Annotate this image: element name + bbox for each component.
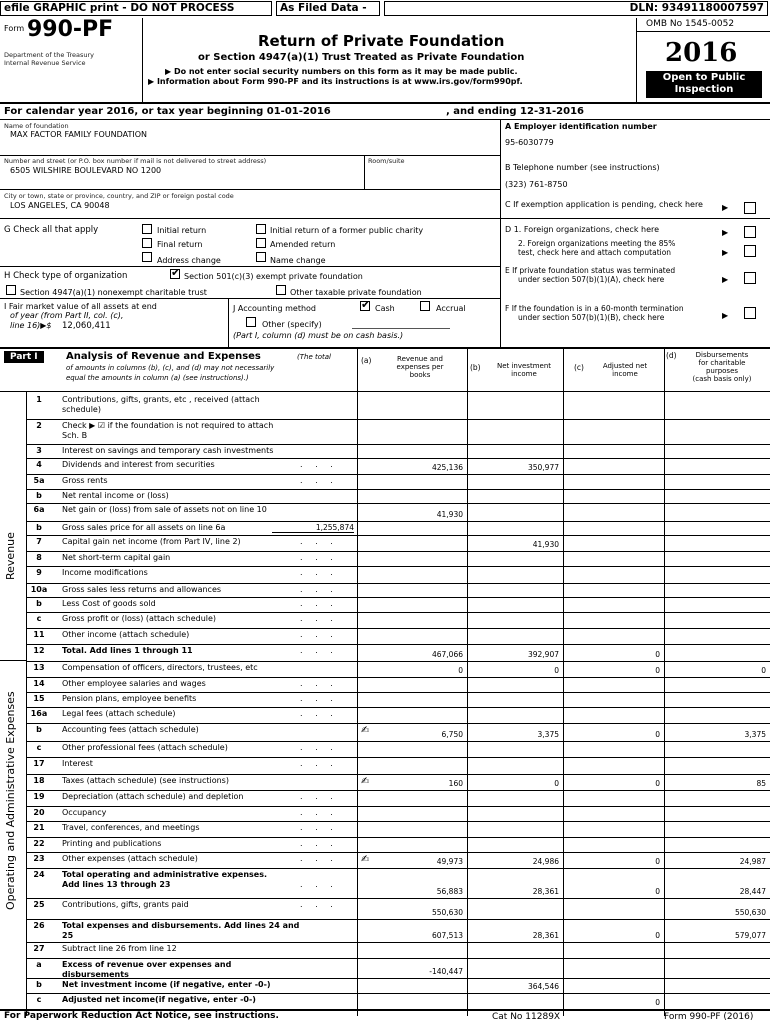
leader-dots: . . . xyxy=(300,694,338,703)
omb-number: OMB No 1545-0052 xyxy=(646,19,735,29)
revenue-side-label: Revenue xyxy=(4,532,17,580)
form-prefix: Form xyxy=(4,24,25,33)
name-label: Name of foundation xyxy=(4,122,69,130)
leader-dots: . . . xyxy=(300,614,338,623)
row-label-continued: 25 xyxy=(62,931,74,940)
city-state-zip: LOS ANGELES, CA 90048 xyxy=(10,201,110,210)
row-value-col-d: 85 xyxy=(756,779,766,788)
row-value-col-a: 0 xyxy=(458,666,463,675)
street-address: 6505 WILSHIRE BOULEVARD NO 1200 xyxy=(10,166,162,175)
leader-dots: . . . xyxy=(300,679,338,688)
part-one-title-note: (The total xyxy=(297,353,331,361)
fmv-label-2: of year (from Part II, col. (c), xyxy=(10,311,124,320)
terminated-label-1: E If private foundation status was terminated xyxy=(505,266,676,275)
row-value-col-c: 0 xyxy=(655,931,660,940)
row-number: 21 xyxy=(33,823,45,832)
row-number: b xyxy=(36,980,42,989)
leader-dots: . . . xyxy=(300,808,338,817)
row-label-continued: schedule) xyxy=(62,405,101,414)
row-label: Total operating and administrative expenses. xyxy=(62,870,267,879)
row-number: 3 xyxy=(36,446,42,455)
cash-basis-note: (Part I, column (d) must be on cash basis.) xyxy=(233,331,404,340)
calendar-year-begin: For calendar year 2016, or tax year beginning 01-01-2016 xyxy=(4,106,331,117)
foreign-85-label-1: 2. Foreign organizations meeting the 85% xyxy=(518,239,676,248)
form-title: Return of Private Foundation xyxy=(258,32,505,50)
row-number: 24 xyxy=(33,870,45,879)
row-number: b xyxy=(36,725,42,734)
fmv-label-3: line 16)▶$ xyxy=(10,321,52,330)
arrow-icon: ▶ xyxy=(722,248,729,257)
col-b-tag: (b) xyxy=(470,363,481,372)
row-value-col-a: -140,447 xyxy=(429,967,463,976)
row-value-col-d: 579,077 xyxy=(734,931,766,940)
row-label: Capital gain net income (from Part IV, line 2) xyxy=(62,537,241,546)
filed-data-banner: As Filed Data - xyxy=(276,1,380,16)
leader-dots: . . . xyxy=(300,585,338,594)
row-value-col-c: 0 xyxy=(655,857,660,866)
section-501c3-label: Section 501(c)(3) exempt private foundation xyxy=(184,272,363,281)
col-a-header-line: books xyxy=(409,371,431,379)
row-number: 17 xyxy=(33,759,45,768)
inspection-label: Inspection xyxy=(674,84,734,95)
address-change-label: Address change xyxy=(157,256,221,265)
dept-irs: Internal Revenue Service xyxy=(4,59,86,67)
section-4947-label: Section 4947(a)(1) nonexempt charitable trust xyxy=(20,288,207,297)
col-d-header xyxy=(676,351,768,383)
foreign-85-label-2: test, check here and attach computation xyxy=(518,248,672,257)
row-number: 18 xyxy=(33,776,45,785)
street-label: Number and street (or P.O. box number if mail is not delivered to street address) xyxy=(4,157,267,165)
row-value-col-b: 3,375 xyxy=(537,730,559,739)
leader-dots: . . . xyxy=(300,839,338,848)
row-value-col-d: 3,375 xyxy=(744,730,766,739)
row-label-continued: disbursements xyxy=(62,970,129,979)
name-change-checkbox[interactable] xyxy=(256,252,266,262)
row-label: Excess of revenue over expenses and xyxy=(62,960,232,969)
row-value-col-a: 607,513 xyxy=(431,931,463,940)
ssn-warning: ▶ Do not enter social security numbers on this form as it may be made public. xyxy=(165,67,518,76)
col-c-header-line: income xyxy=(612,370,638,378)
row-number: 15 xyxy=(33,694,45,703)
row-label: Legal fees (attach schedule) xyxy=(62,709,176,718)
row-label: Contributions, gifts, grants paid xyxy=(62,900,189,909)
row-number: 14 xyxy=(33,679,45,688)
row-number: 23 xyxy=(33,854,45,863)
row-number: 1 xyxy=(36,395,42,404)
sixty-month-checkbox[interactable] xyxy=(744,307,756,319)
sixty-month-label-1: F If the foundation is in a 60-month termination xyxy=(505,304,684,313)
part-one-label: Part I xyxy=(4,351,44,363)
leader-dots: . . . xyxy=(300,759,338,768)
row-label: Contributions, gifts, grants, etc , received (attach xyxy=(62,395,260,404)
initial-former-label: Initial return of a former public charity xyxy=(270,226,424,235)
row-value-col-c: 0 xyxy=(655,650,660,659)
room-label: Room/suite xyxy=(368,157,405,165)
arrow-icon: ▶ xyxy=(722,275,729,284)
row-label: Total. Add lines 1 through 11 xyxy=(62,646,193,655)
col-d-header-line: purposes xyxy=(705,367,739,375)
other-taxable-checkbox[interactable] xyxy=(276,285,286,295)
top-strip xyxy=(0,0,770,17)
row-value-col-b: 392,907 xyxy=(527,650,559,659)
efile-banner: efile GRAPHIC print - DO NOT PROCESS xyxy=(0,1,272,16)
open-public-label: Open to Public xyxy=(662,72,746,83)
final-return-label: Final return xyxy=(157,240,203,249)
row-label: Total expenses and disbursements. Add lines 24 and xyxy=(62,921,300,930)
col-b-header-line: Net investment xyxy=(496,362,552,370)
row-value-col-b: 28,361 xyxy=(532,931,559,940)
col-d-header-line: (cash basis only) xyxy=(692,375,752,383)
row-value-col-c: 0 xyxy=(655,666,660,675)
leader-dots: . . . xyxy=(300,646,338,655)
row-number: 6a xyxy=(33,505,45,514)
row-value-col-c: 0 xyxy=(655,779,660,788)
form-subtitle: or Section 4947(a)(1) Trust Treated as Private Foundation xyxy=(198,52,525,63)
accounting-method-label: J Accounting method xyxy=(233,304,317,313)
row-label: Interest xyxy=(62,759,93,768)
leader-dots: . . . xyxy=(300,823,338,832)
row-value-col-b: 350,977 xyxy=(527,463,559,472)
col-b-header xyxy=(484,362,564,378)
col-d-header-line: for charitable xyxy=(698,359,746,367)
col-a-header-line: expenses per xyxy=(396,363,444,371)
foreign-org-label: D 1. Foreign organizations, check here xyxy=(505,225,660,234)
initial-former-checkbox[interactable] xyxy=(256,224,266,234)
part-one-desc-1: of amounts in columns (b), (c), and (d) may not necessarily xyxy=(66,364,275,372)
arrow-icon: ▶ xyxy=(722,203,729,212)
row-value-col-b: 364,546 xyxy=(527,982,559,991)
final-return-checkbox[interactable] xyxy=(142,238,152,248)
col-c-header-line: Adjusted net xyxy=(602,362,648,370)
row-label: Net investment income (if negative, enter -0-) xyxy=(62,980,271,989)
row-number: 25 xyxy=(33,900,45,909)
foundation-name: MAX FACTOR FAMILY FOUNDATION xyxy=(10,130,148,139)
col-d-tag: (d) xyxy=(666,351,677,360)
row-value-col-c: 0 xyxy=(655,998,660,1007)
leader-dots: . . . xyxy=(300,630,338,639)
dept-treasury: Department of the Treasury xyxy=(4,51,95,59)
phone-value: (323) 761-8750 xyxy=(505,180,568,189)
row-label: Gross sales price for all assets on line 6a xyxy=(62,523,226,532)
row-number: 22 xyxy=(33,839,45,848)
leader-dots: . . . xyxy=(300,553,338,562)
initial-return-label: Initial return xyxy=(157,226,207,235)
row-label: Less Cost of goods sold xyxy=(62,599,156,608)
terminated-checkbox[interactable] xyxy=(744,272,756,284)
row-label: Other employee salaries and wages xyxy=(62,679,206,688)
row-number: 8 xyxy=(36,553,42,562)
foreign-org-checkbox[interactable] xyxy=(744,226,756,238)
check-all-label: G Check all that apply xyxy=(4,225,99,235)
cash-checkbox[interactable] xyxy=(360,301,370,311)
gross-sales-price-value: 1,255,874 xyxy=(272,523,354,533)
row-value-col-a: 550,630 xyxy=(431,908,463,917)
attachment-icon[interactable]: ✍ xyxy=(361,854,370,865)
sixty-month-label-2: under section 507(b)(1)(B), check here xyxy=(518,313,665,322)
row-label: Interest on savings and temporary cash investments xyxy=(62,446,274,455)
row-label: Other professional fees (attach schedule) xyxy=(62,743,228,752)
other-method-label: Other (specify) xyxy=(262,320,322,329)
row-label-continued: Add lines 13 through 23 xyxy=(62,880,171,889)
row-number: 20 xyxy=(33,808,45,817)
attachment-icon[interactable]: ✍ xyxy=(361,776,370,787)
row-value-col-b: 0 xyxy=(554,666,559,675)
row-value-col-b: 28,361 xyxy=(532,887,559,896)
form-footer: Form 990-PF (2016) xyxy=(664,1012,754,1022)
row-value-col-d: 550,630 xyxy=(734,908,766,917)
arrow-icon: ▶ xyxy=(722,311,729,320)
row-number: c xyxy=(36,743,42,752)
initial-return-checkbox[interactable] xyxy=(142,224,152,234)
row-value-col-c: 0 xyxy=(655,730,660,739)
row-number: a xyxy=(36,960,42,969)
paperwork-notice: For Paperwork Reduction Act Notice, see instructions. xyxy=(4,1011,279,1021)
row-label: Printing and publications xyxy=(62,839,162,848)
tax-year: 2016 xyxy=(665,38,738,68)
section-4947-checkbox[interactable] xyxy=(6,285,16,295)
leader-dots: . . . xyxy=(300,854,338,863)
row-number: 19 xyxy=(33,792,45,801)
form-number: 990-PF xyxy=(27,17,114,42)
row-number: 9 xyxy=(36,568,42,577)
row-label: Check ▶ ☑ if the foundation is not required to attach xyxy=(62,421,274,430)
leader-dots: . . . xyxy=(300,476,338,485)
row-label: Accounting fees (attach schedule) xyxy=(62,725,199,734)
row-number: b xyxy=(36,491,42,500)
row-value-col-b: 24,986 xyxy=(532,857,559,866)
row-value-col-d: 28,447 xyxy=(739,887,766,896)
row-value-col-c: 0 xyxy=(655,887,660,896)
row-number: 26 xyxy=(33,921,45,930)
row-label: Travel, conferences, and meetings xyxy=(62,823,200,832)
row-label: Income modifications xyxy=(62,568,148,577)
row-value-col-a: 6,750 xyxy=(441,730,463,739)
row-label: Net gain or (loss) from sale of assets not on line 10 xyxy=(62,505,267,514)
col-a-header xyxy=(378,355,462,379)
name-change-label: Name change xyxy=(270,256,326,265)
leader-dots: . . . xyxy=(300,880,338,889)
amended-return-label: Amended return xyxy=(270,240,336,249)
row-number: 13 xyxy=(33,663,45,672)
row-number: c xyxy=(36,614,42,623)
col-b-header-line: income xyxy=(511,370,537,378)
row-value-col-d: 24,987 xyxy=(739,857,766,866)
accrual-checkbox[interactable] xyxy=(420,301,430,311)
expenses-side-label: Operating and Administrative Expenses xyxy=(4,691,17,910)
phone-label: B Telephone number (see instructions) xyxy=(505,163,660,172)
col-a-header-line: Revenue and xyxy=(397,355,443,363)
other-taxable-label: Other taxable private foundation xyxy=(290,288,422,297)
row-value-col-a: 49,973 xyxy=(436,857,463,866)
row-label: Other income (attach schedule) xyxy=(62,630,190,639)
row-number: 4 xyxy=(36,460,42,469)
row-number: 5a xyxy=(33,476,45,485)
row-value-col-b: 41,930 xyxy=(532,540,559,549)
arrow-icon: ▶ xyxy=(722,228,729,237)
org-type-label: H Check type of organization xyxy=(4,271,128,281)
cat-number: Cat No 11289X xyxy=(492,1012,561,1022)
amended-return-checkbox[interactable] xyxy=(256,238,266,248)
row-label: Dividends and interest from securities xyxy=(62,460,215,469)
row-number: c xyxy=(36,995,42,1004)
row-value-col-d: 0 xyxy=(761,666,766,675)
row-number: 11 xyxy=(33,630,45,639)
info-link-text: ▶ Information about Form 990-PF and its instructions is at www.irs.gov/form990pf. xyxy=(148,77,523,86)
leader-dots: . . . xyxy=(300,900,338,909)
fmv-label-1: I Fair market value of all assets at end xyxy=(4,302,157,311)
row-label: Gross rents xyxy=(62,476,108,485)
city-label: City or town, state or province, country, and ZIP or foreign postal code xyxy=(4,192,234,200)
row-label: Other expenses (attach schedule) xyxy=(62,854,198,863)
row-number: 12 xyxy=(33,646,45,655)
terminated-label-2: under section 507(b)(1)(A), check here xyxy=(518,275,665,284)
ein-label: A Employer identification number xyxy=(505,122,657,131)
row-value-col-b: 0 xyxy=(554,779,559,788)
attachment-icon[interactable]: ✍ xyxy=(361,725,370,736)
row-label: Occupancy xyxy=(62,808,107,817)
row-number: 2 xyxy=(36,421,42,430)
row-value-col-a: 160 xyxy=(448,779,463,788)
cash-label: Cash xyxy=(375,304,395,313)
row-value-col-a: 467,066 xyxy=(431,650,463,659)
leader-dots: . . . xyxy=(300,599,338,608)
accrual-label: Accrual xyxy=(436,304,466,313)
other-method-checkbox[interactable] xyxy=(246,317,256,327)
row-number: 27 xyxy=(33,944,45,953)
row-label-continued: Sch. B xyxy=(62,431,88,440)
section-501c3-checkbox[interactable] xyxy=(170,269,180,279)
fmv-value: 12,060,411 xyxy=(62,321,111,331)
row-number: b xyxy=(36,523,42,532)
leader-dots: . . . xyxy=(300,460,338,469)
col-d-header-line: Disbursements xyxy=(695,351,749,359)
ein-value: 95-6030779 xyxy=(505,138,554,147)
leader-dots: . . . xyxy=(300,709,338,718)
col-a-tag: (a) xyxy=(361,356,372,365)
row-value-col-a: 425,136 xyxy=(431,463,463,472)
row-label: Gross profit or (loss) (attach schedule) xyxy=(62,614,217,623)
row-number: 10a xyxy=(30,585,48,594)
row-label: Net rental income or (loss) xyxy=(62,491,169,500)
row-number: 16a xyxy=(30,709,48,718)
row-label: Adjusted net income(if negative, enter -0-) xyxy=(62,995,256,1004)
leader-dots: . . . xyxy=(300,537,338,546)
exemption-pending-label: C If exemption application is pending, check here xyxy=(505,200,703,209)
row-label: Depreciation (attach schedule) and depletion xyxy=(62,792,244,801)
row-value-col-a: 56,883 xyxy=(436,887,463,896)
leader-dots: . . . xyxy=(300,743,338,752)
leader-dots: . . . xyxy=(300,792,338,801)
row-label: Gross sales less returns and allowances xyxy=(62,585,222,594)
row-number: b xyxy=(36,599,42,608)
row-number: 7 xyxy=(36,537,42,546)
row-label: Taxes (attach schedule) (see instructions) xyxy=(62,776,229,785)
part-one-title: Analysis of Revenue and Expenses xyxy=(66,351,261,362)
row-value-col-a: 41,930 xyxy=(436,510,463,519)
row-label: Pension plans, employee benefits xyxy=(62,694,197,703)
col-c-header xyxy=(588,362,662,378)
dln-banner: DLN: 93491180007597 xyxy=(384,1,768,16)
calendar-year-end: , and ending 12-31-2016 xyxy=(446,106,584,117)
foreign-85-checkbox[interactable] xyxy=(744,245,756,257)
exemption-pending-checkbox[interactable] xyxy=(744,202,756,214)
col-c-tag: (c) xyxy=(574,363,584,372)
row-label: Net short-term capital gain xyxy=(62,553,171,562)
row-label: Subtract line 26 from line 12 xyxy=(62,944,177,953)
address-change-checkbox[interactable] xyxy=(142,252,152,262)
part-one-desc-2: equal the amounts in column (a) (see instructions).) xyxy=(66,374,249,382)
row-label: Compensation of officers, directors, trustees, etc xyxy=(62,663,258,672)
leader-dots: . . . xyxy=(300,568,338,577)
